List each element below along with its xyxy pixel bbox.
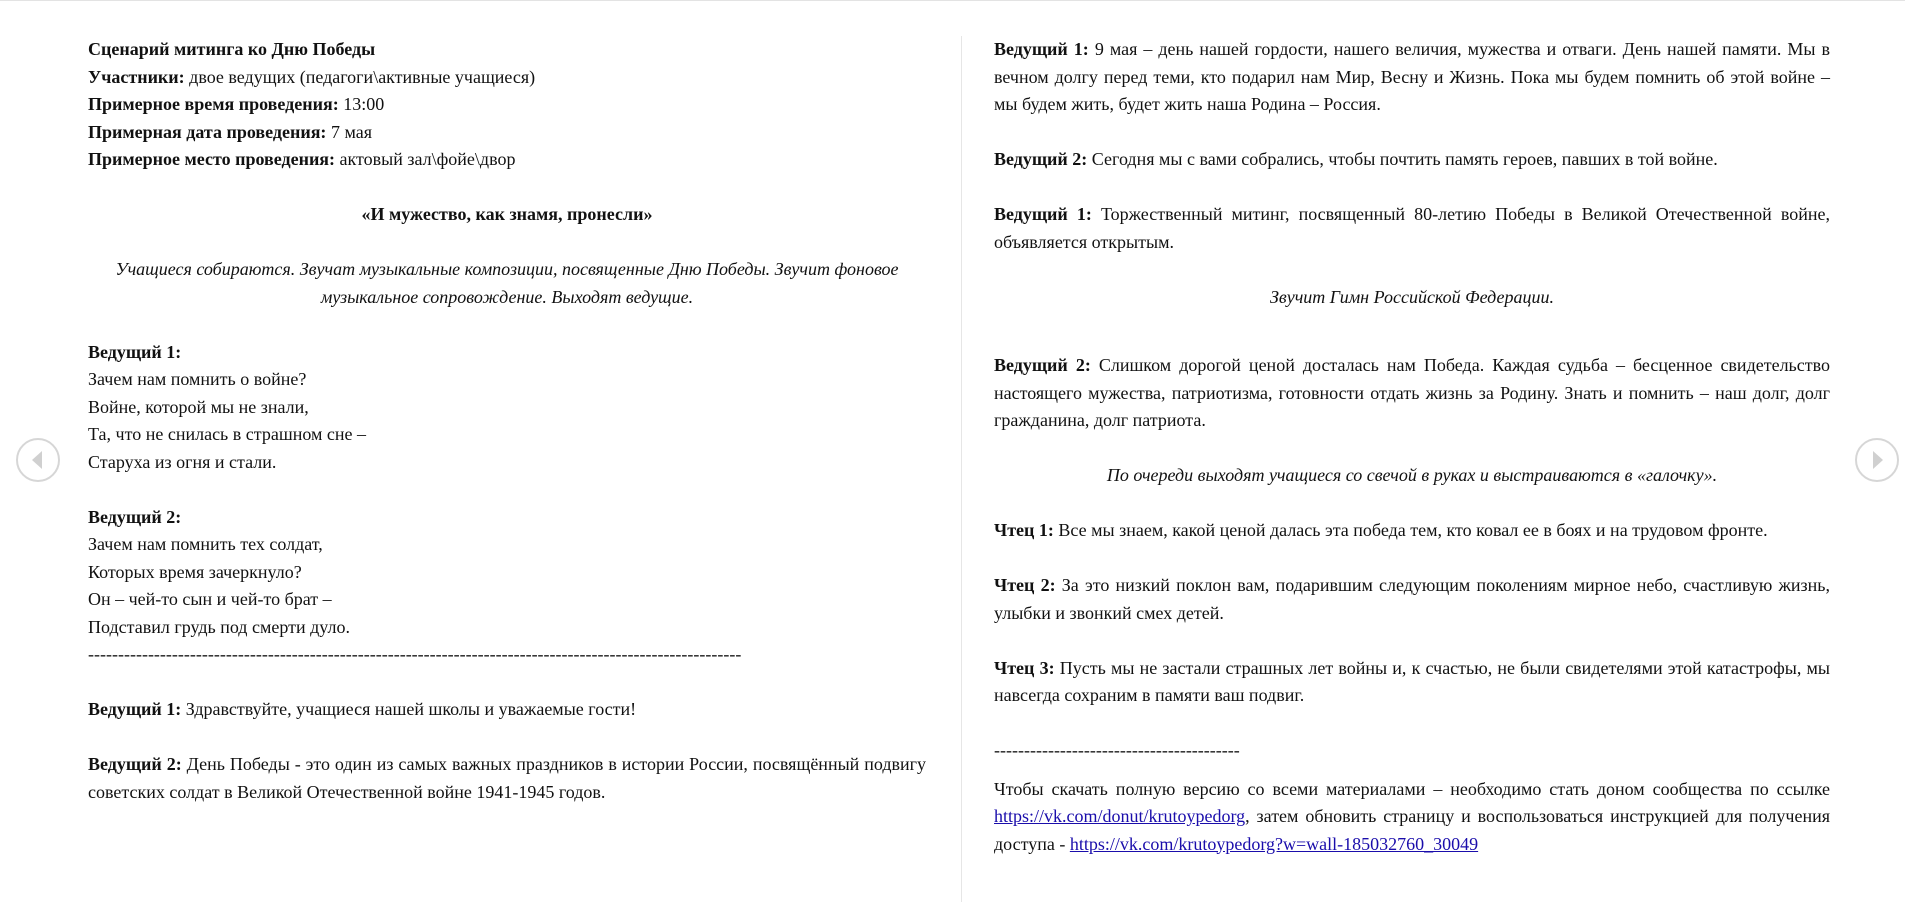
speech-text: 9 мая – день нашей гордости, нашего величия, мужества и отваги. День нашей памяти. Мы в вечном долгу перед теми, кто подарил нам Мир, Весну и Жизнь. Пока мы будем помнить об этой войне – мы будем жить, будет жить наша Родина – Россия. [994,39,1830,114]
previous-page-button[interactable] [16,438,60,482]
intro-stage-direction: Учащиеся собираются. Звучат музыкальные композиции, посвященные Дню Победы. Звучит фоновое музыкальное сопровождение. Выходят ведущие. [115,259,899,307]
poem2-line: Которых время зачеркнуло? [88,561,302,582]
candles-stage-direction: По очереди выходят учащиеся со свечой в руках и выстраиваются в «галочку». [1106,465,1718,485]
page-right [994,36,1830,858]
speaker-label: Ведущий 2: [994,355,1091,375]
separator-line: ----------------------------------------- [994,740,1240,760]
anthem-stage-direction: Звучит Гимн Российской Федерации. [1270,286,1554,307]
speech-paragraph [994,146,1830,174]
reader-text: За это низкий поклон вам, подарившим следующим поколениям мирное небо, счастливую жизнь, улыбки и звонкий смех детей. [994,575,1830,623]
speech-paragraph [994,201,1830,256]
greeting-label: Ведущий 1: [88,699,182,719]
poem1-line: Старуха из огня и стали. [88,451,277,472]
reader-label: Чтец 3: [994,657,1055,678]
page-divider [961,36,962,902]
place-label: Примерное место проведения: [88,149,336,169]
time-line [88,91,926,119]
separator-line: ------------------------------------------------------------------------------------------------------------- [88,644,742,664]
date-line [88,119,926,147]
document-title: Сценарий митинга ко Дню Победы [88,39,376,59]
scenario-heading: «И мужество, как знамя, пронесли» [361,204,653,224]
greeting-text: Здравствуйте, учащиеся нашей школы и уважаемые гости! [181,699,637,719]
participants-value: двое ведущих (педагоги\активные учащиеся) [184,66,536,87]
participants-label: Участники: [88,66,185,87]
poem1-line: Войне, которой мы не знали, [88,396,309,417]
speaker-label: Ведущий 2: [994,149,1088,169]
time-value: 13:00 [338,94,385,114]
victory-text: День Победы - это один из самых важных праздников в истории России, посвящённый подвигу советских солдат в Великой Отечественной войне 1941-1945 годов. [88,754,926,802]
reader-text: Все мы знаем, какой ценой далась эта победа тем, кто ковал ее в боях и на трудовом фронте. [1053,520,1768,540]
victory-label: Ведущий 2: [88,754,182,774]
date-value: 7 мая [326,121,372,142]
poem1-line: Зачем нам помнить о войне? [88,369,307,389]
reader-label: Чтец 2: [994,575,1056,595]
poem2-line: Он – чей-то сын и чей-то брат – [88,589,332,609]
reader-paragraph [994,572,1830,627]
speech-text: Сегодня мы с вами собрались, чтобы почтить память героев, павших в той войне. [1087,149,1718,169]
next-page-button[interactable] [1855,438,1899,482]
time-label: Примерное время проведения: [88,94,339,114]
host1-label: Ведущий 1: [88,341,182,362]
donut-link[interactable]: https://vk.com/donut/krutoypedorg [994,806,1246,826]
wall-post-link[interactable]: https://vk.com/krutoypedorg?w=wall-185032760_30049 [1069,833,1479,854]
victory-paragraph [88,751,926,806]
greeting-paragraph [88,696,926,724]
chevron-left-icon [18,440,58,480]
speaker-label: Ведущий 1: [994,39,1089,59]
speaker-label: Ведущий 1: [994,204,1092,224]
download-paragraph [994,776,1830,859]
place-value: актовый зал\фойе\двор [335,149,516,169]
download-text: , затем обновить страницу и воспользоваться инструкцией для получения доступа - [994,806,1830,854]
reader-paragraph [994,517,1830,545]
poem1-line: Та, что не снилась в страшном сне – [88,424,366,444]
speech-text: Слишком дорогой ценой досталась нам Победа. Каждая судьба – бесценное свидетельство настоящего мужества, патриотизма, готовности отдать жизнь за Родину. Знать и помнить – наш долг, долг гражданина, долг патриота. [994,355,1830,430]
speech-paragraph [994,36,1830,119]
participants-line [88,64,926,92]
top-border [0,0,1905,1]
download-text: Чтобы скачать полную версию со всеми материалами – необходимо стать доном сообщества по ссылке [994,778,1830,799]
poem2-line: Зачем нам помнить тех солдат, [88,534,323,554]
speech-text: Торжественный митинг, посвященный 80-летию Победы в Великой Отечественной войне, объявляется открытым. [994,204,1831,252]
host2-label: Ведущий 2: [88,506,182,527]
date-label: Примерная дата проведения: [88,121,327,142]
chevron-right-icon [1857,440,1897,480]
speech-paragraph [994,352,1830,435]
reader-label: Чтец 1: [994,520,1054,540]
place-line [88,146,926,174]
page-left [88,36,926,806]
reader-text: Пусть мы не застали страшных лет войны и, к счастью, не были свидетелями этой катастрофы, мы навсегда сохраним в памяти ваш подвиг. [994,657,1830,705]
poem2-line: Подставил грудь под смерти дуло. [88,616,350,637]
reader-paragraph [994,655,1830,710]
